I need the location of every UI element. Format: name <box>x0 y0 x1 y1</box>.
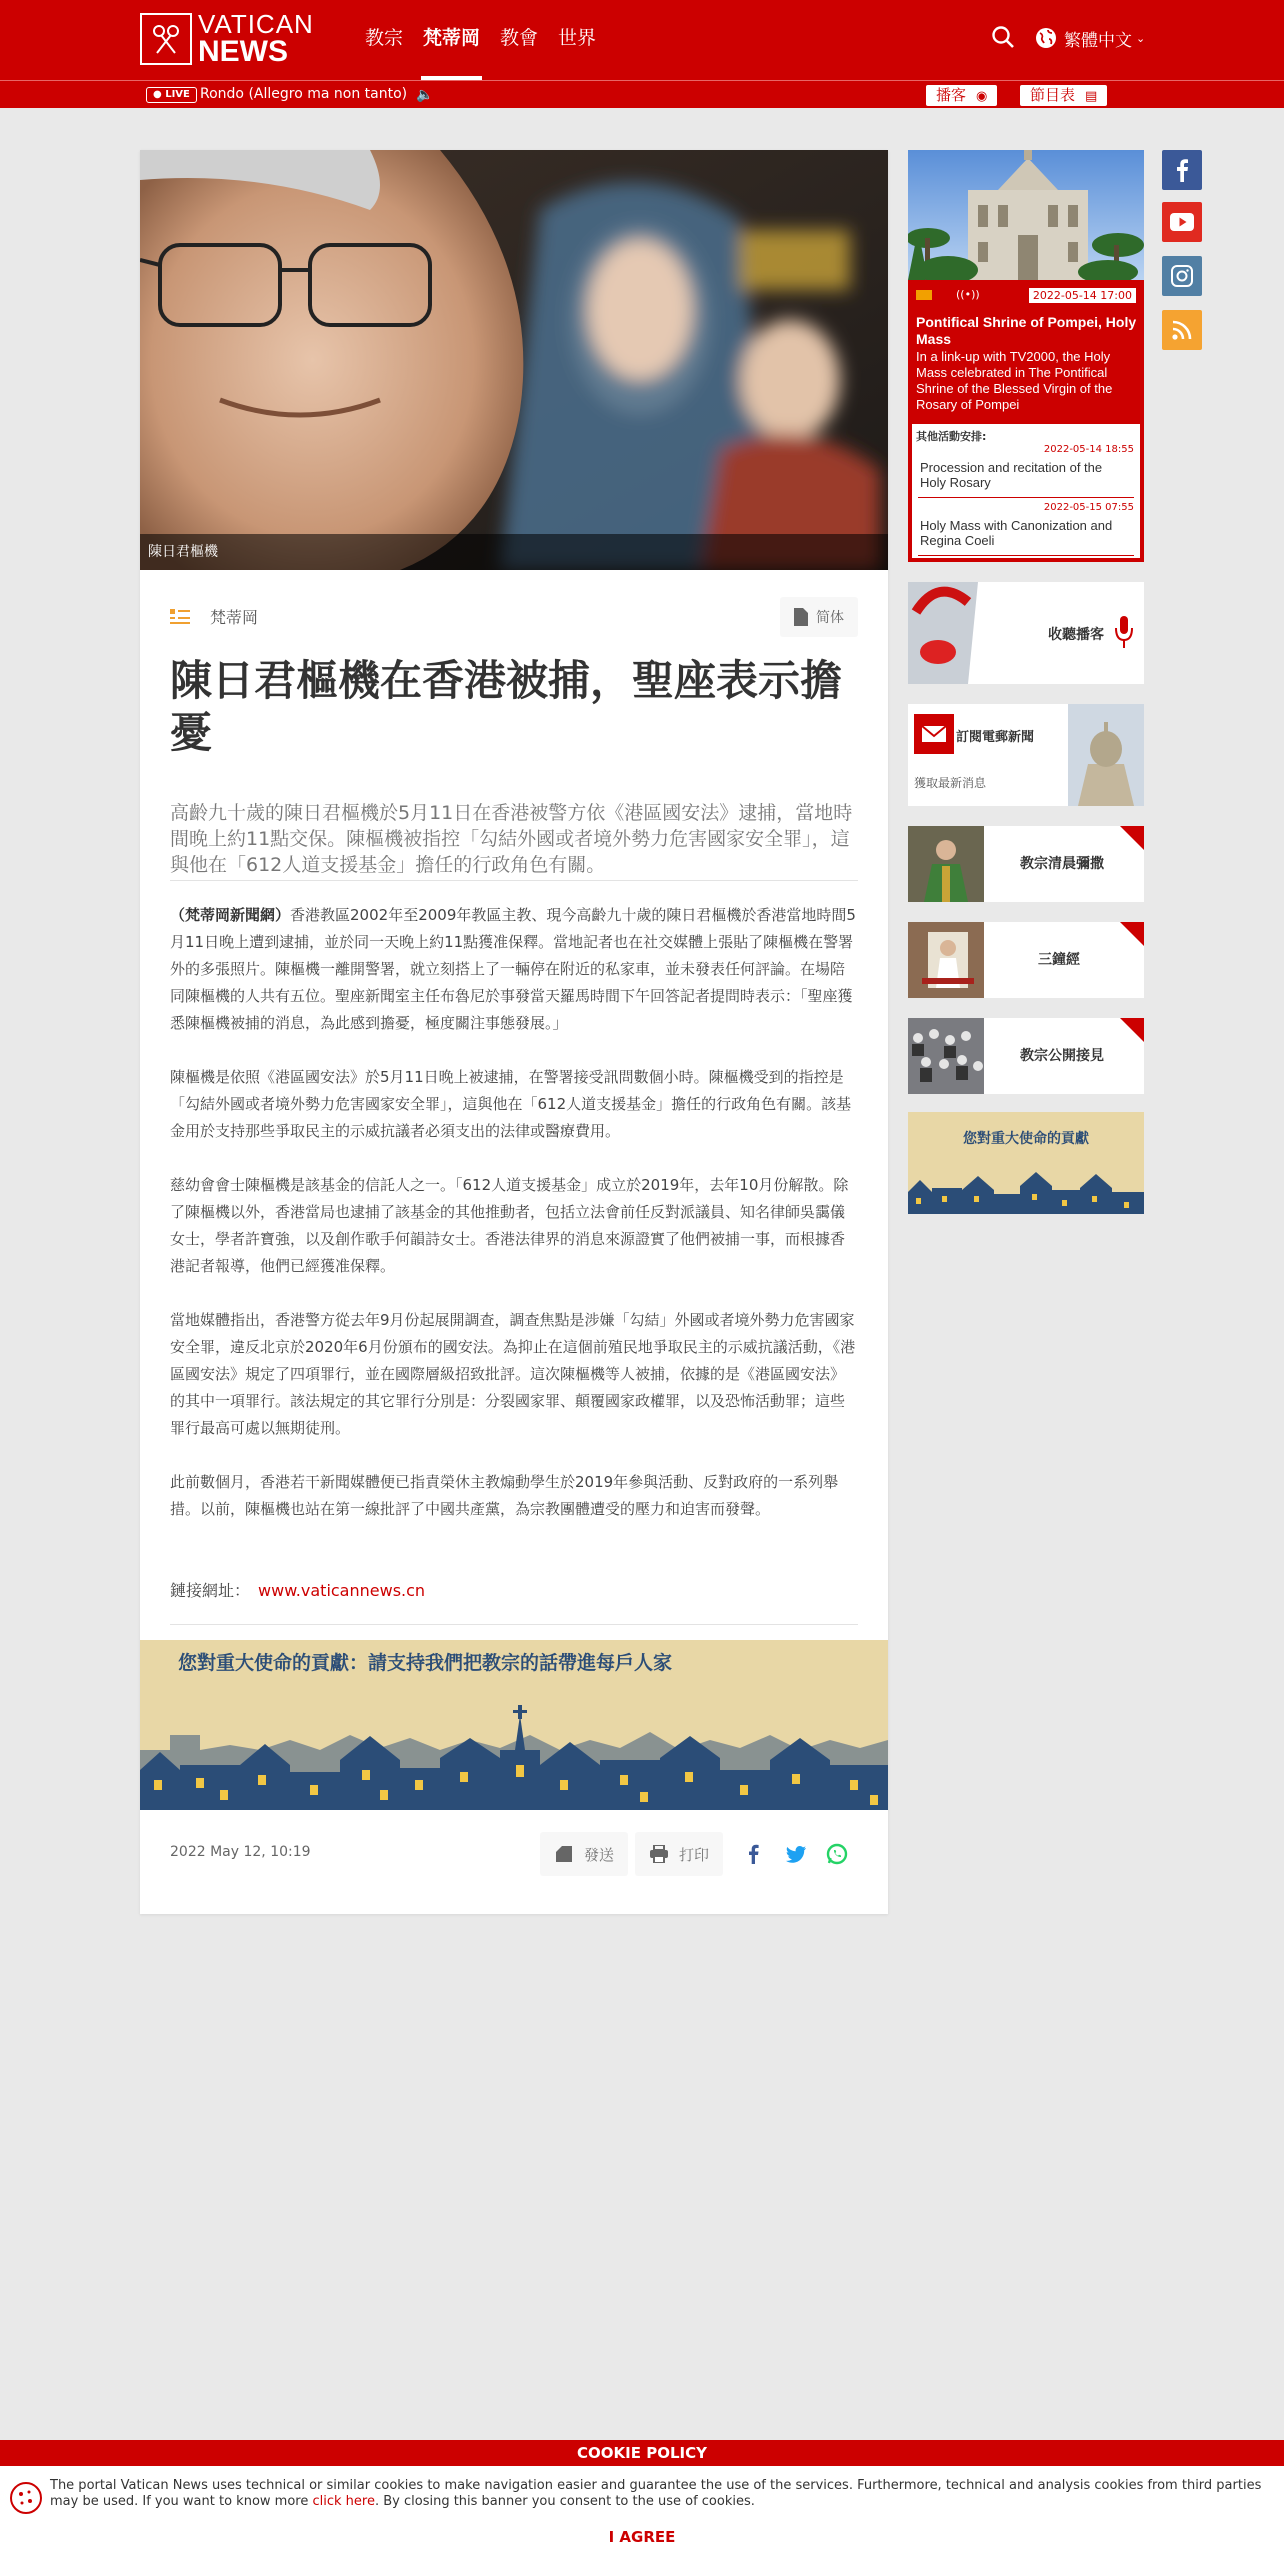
article-footer <box>170 1828 858 1880</box>
envelope-icon <box>914 714 954 754</box>
radio-icon: ((•)) <box>956 288 980 301</box>
podcast-widget[interactable] <box>908 582 1144 684</box>
other-event-item[interactable] <box>918 444 1134 498</box>
schedule-description: In a link-up with TV2000, the Holy Mass celebrated in The Pontifical Shrine of the Blessed Virgin of the Rosary of Pompei <box>916 349 1113 412</box>
town-skyline-illustration <box>140 1640 888 1810</box>
twitter-share-icon[interactable] <box>784 1842 808 1866</box>
whatsapp-share-icon[interactable] <box>825 1842 849 1866</box>
st-peters-illustration <box>1068 704 1144 806</box>
angelus-widget[interactable] <box>908 922 1144 998</box>
search-icon[interactable] <box>990 24 1016 50</box>
send-label: 發送 <box>584 1845 615 1864</box>
live-badge: ● LIVE <box>146 87 197 103</box>
nav-item-church[interactable]: 教會 <box>500 27 539 49</box>
source-link-row <box>170 1578 425 1601</box>
article-title: 陳日君樞機在香港被捕，聖座表示擔憂 <box>170 656 843 757</box>
microphone-icon <box>1114 616 1134 650</box>
podcast-button[interactable]: 播客 ◉ <box>926 85 997 106</box>
nav-item-world[interactable]: 世界 <box>558 27 597 49</box>
cookie-text-part: The portal Vatican News uses technical or similar cookies to make navigation easier and guarantee the use of the services. Furthermore, technical and analysis cookies from third parties may be used. If you want to know more <box>50 2478 1262 2509</box>
contribution-widget[interactable] <box>908 1112 1144 1214</box>
link-label: 鏈接網址： <box>170 1581 251 1600</box>
nav-item-vatican[interactable]: 梵蒂岡 <box>413 0 490 80</box>
agree-button[interactable]: I AGREE <box>608 2528 676 2546</box>
cookie-icon <box>10 2482 42 2514</box>
chevron-down-icon: ⌄ <box>1136 31 1146 45</box>
body-paragraph: 當地媒體指出，香港警方從去年9月份起展開調查，調查焦點是涉嫌「勾結」外國或者境外勢力危害國家安全罪，違反北京於2020年6月份頒布的國安法。為抑止在這個前殖民地爭取民主的示威抗議活動，《港區國安法》規定了四項罪行，並在國際層級招致批評。這次陳樞機等人被捕，依據的是《港區國安法》的其中一項罪行。該法規定的其它罪行分別是：分裂國家罪、顛覆國家政權罪，以及恐怖活動罪；這些罪行最高可處以無期徒刑。 <box>170 1311 856 1437</box>
body-paragraph: 慈幼會會士陳樞機是該基金的信託人之一。「612人道支援基金」成立於2019年，去年10月份解散。除了陳樞機以外，香港當局也逮捕了該基金的其他推動者，包括立法會前任反對派議員、知名律師吳靄儀女士，學者許寶強，以及創作歌手何韻詩女士。香港法律界的消息來源證實了他們被捕一事，而根據香港記者報導，他們已經獲准保釋。 <box>170 1176 849 1275</box>
newsletter-subtitle: 獲取最新消息 <box>914 776 987 790</box>
general-audience-label: 教宗公開接見 <box>1020 1048 1104 1064</box>
contribution-label: 您對重大使命的貢獻 <box>963 1131 1089 1147</box>
radio-icon: ▤ <box>1085 89 1098 104</box>
facebook-icon[interactable] <box>1162 150 1202 190</box>
town-skyline-illustration <box>908 1112 1144 1214</box>
other-event-time: 2022-05-15 07:55 <box>1043 502 1134 513</box>
article-card <box>140 150 888 1914</box>
newsletter-title: 訂閱電郵新聞 <box>956 730 1035 745</box>
live-radio-bar <box>0 80 1284 108</box>
publish-date: 2022 May 12, 10:19 <box>170 1844 311 1860</box>
other-events-heading: 其他活動安排: <box>916 430 987 443</box>
corner-accent <box>1120 1018 1144 1042</box>
vatican-news-logo[interactable] <box>140 9 318 68</box>
section-label[interactable]: 梵蒂岡 <box>210 608 259 627</box>
pompei-shrine-image <box>908 150 1144 280</box>
morning-mass-label: 教宗清晨彌撒 <box>1020 856 1104 872</box>
pope-angelus-thumbnail <box>908 922 984 998</box>
other-event-title: Holy Mass with Canonization and Regina Coeli <box>920 518 1113 548</box>
podcast-icon: ◉ <box>976 89 988 104</box>
keys-emblem-icon <box>140 13 192 65</box>
schedule-meta <box>916 288 1136 306</box>
logo-text-line1: VATICAN <box>198 9 314 39</box>
simplified-label: 简体 <box>816 610 844 626</box>
printer-icon <box>649 1845 669 1863</box>
angelus-label: 三鐘經 <box>1038 952 1080 968</box>
other-event-title: Procession and recitation of the Holy Rosary <box>920 460 1103 490</box>
podcast-label: 收聽播客 <box>1048 627 1104 643</box>
support-banner-text: 您對重大使命的貢獻：請支持我們把教宗的話帶進每戶人家 <box>178 1652 673 1674</box>
cookie-banner <box>0 2466 1284 2568</box>
facebook-share-icon[interactable] <box>742 1842 766 1866</box>
cookie-text-part: . By closing this banner you consent to the use of cookies. <box>374 2494 755 2509</box>
cookie-more-link[interactable]: click here <box>312 2494 375 2509</box>
other-event-time: 2022-05-14 18:55 <box>1043 444 1134 455</box>
body-paragraph: 陳樞機是依照《港區國安法》於5月11日晚上被逮捕，在警署接受訊問數個小時。陳樞機受到的指控是「勾結外國或者境外勢力危害國家安全罪」，這與他在「612人道支援基金」擔任的行政角色有關。該基金用於支持那些爭取民主的示威抗議者必須支出的法律或醫療費用。 <box>170 1068 852 1140</box>
speaker-icon[interactable]: 🔈 <box>416 87 434 103</box>
cookie-policy-heading: COOKIE POLICY <box>0 2440 1284 2466</box>
youtube-icon[interactable] <box>1162 202 1202 242</box>
print-label: 打印 <box>679 1845 710 1864</box>
schedule-button[interactable]: 節目表 ▤ <box>1020 85 1107 106</box>
body-paragraph: 此前數個月，香港若干新聞媒體便已指責榮休主教煽動學生於2019年參與活動、反對政府的一系列舉措。以前，陳樞機也站在第一線批評了中國共產黨，為宗教團體遭受的壓力和迫害而發聲。 <box>170 1473 839 1518</box>
cookie-text <box>50 2478 1270 2510</box>
corner-accent <box>1120 922 1144 946</box>
dateline: （梵蒂岡新聞網） <box>170 906 291 924</box>
simplified-chinese-button[interactable] <box>780 597 858 637</box>
divider <box>170 880 858 881</box>
top-bar <box>0 0 1284 80</box>
video-icon <box>916 290 932 300</box>
image-caption: 陳日君樞機 <box>140 534 888 570</box>
schedule-time: 2022-05-14 17:00 <box>1029 288 1136 303</box>
send-button[interactable] <box>540 1832 628 1876</box>
general-audience-widget[interactable] <box>908 1018 1144 1094</box>
morning-mass-widget[interactable] <box>908 826 1144 902</box>
newsletter-widget[interactable] <box>908 704 1144 806</box>
language-selector[interactable] <box>1034 22 1145 54</box>
section-row <box>170 597 858 637</box>
source-link[interactable]: www.vaticannews.cn <box>258 1581 426 1600</box>
rss-icon[interactable] <box>1162 310 1202 350</box>
now-playing-title[interactable]: Rondo (Allegro ma non tanto) <box>200 86 408 102</box>
body-paragraph <box>170 902 858 1037</box>
send-icon <box>554 1846 574 1862</box>
article-lead: 高齡九十歲的陳日君樞機於5月11日在香港被警方依《港區國安法》逮捕，當地時間晚上約11點交保。陳樞機被指控「勾結外國或者境外勢力危害國家安全罪」，這與他在「612人道支援基金」擔任的行政角色有關。 <box>170 802 853 876</box>
document-icon <box>794 608 808 626</box>
language-label: 繁體中文 <box>1064 30 1132 51</box>
schedule-title[interactable]: Pontifical Shrine of Pompei, Holy Mass <box>916 314 1137 347</box>
intro-text: 香港教區2002年至2009年教區主教、現今高齡九十歲的陳日君樞機於香港當地時間5月11日晚上遭到逮捕，並於同一天晚上約11點獲准保釋。當地記者也在社交媒體上張貼了陳樞機在警署外的多張照片。陳樞機一離開警署，就立刻搭上了一輛停在附近的私家車，並未發表任何評論。在場陪同陳樞機的人共有五位。聖座新聞室主任布魯尼於事發當天羅馬時間下午回答記者提問時表示：「聖座獲悉陳樞機被捕的消息，為此感到擔憂，極度關注事態發展。」 <box>170 906 856 1032</box>
article-body <box>170 902 858 1550</box>
nav-item-pope[interactable]: 教宗 <box>365 27 404 49</box>
instagram-icon[interactable] <box>1162 256 1202 296</box>
radio-schedule-widget[interactable] <box>908 150 1144 562</box>
globe-icon <box>1034 26 1058 50</box>
other-event-item[interactable] <box>918 502 1134 556</box>
print-button[interactable] <box>635 1832 723 1876</box>
support-banner[interactable] <box>140 1640 888 1810</box>
logo-text-line2: NEWS <box>198 35 288 68</box>
main-nav <box>355 0 606 80</box>
other-events-list <box>912 424 1140 558</box>
corner-accent <box>1120 826 1144 850</box>
divider <box>170 1624 858 1625</box>
audience-crowd-thumbnail <box>908 1018 984 1094</box>
pope-mass-thumbnail <box>908 826 984 902</box>
headphones-illustration <box>908 582 1144 684</box>
list-icon <box>170 607 190 627</box>
article-hero-image <box>140 150 888 570</box>
